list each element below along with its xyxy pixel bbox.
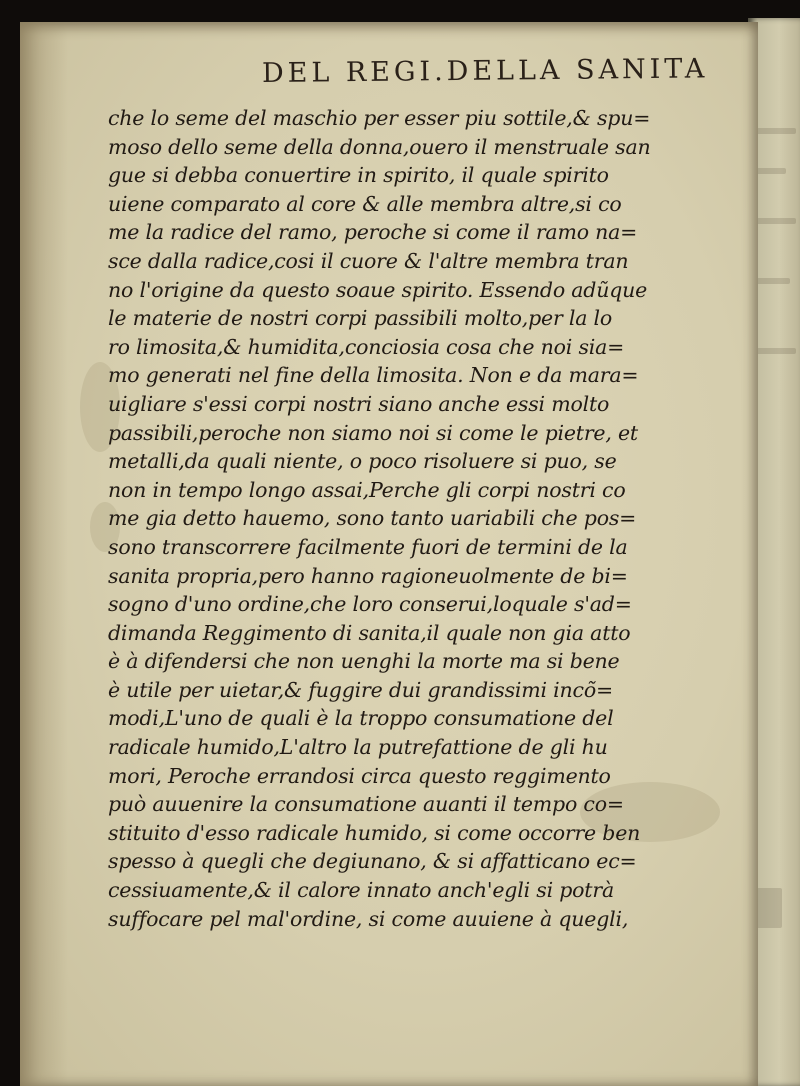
text-line: gue si debba conuertire in spirito, il quale spirito — [108, 163, 609, 188]
text-line: radicale humido,L'altro la putrefattione de gli hu — [108, 735, 608, 760]
bleed-through-mark — [756, 278, 790, 284]
text-line: non in tempo longo assai,Perche gli corpi nostri co — [108, 477, 626, 502]
text-line: spesso à quegli che degiunano, & si affatticano ec= — [108, 849, 637, 874]
text-line: è à difendersi che non uenghi la morte ma si bene — [108, 649, 620, 674]
text-line: che lo seme del maschio per esser piu sottile,& spu= — [108, 106, 651, 130]
text-line: me gia detto hauemo, sono tanto uariabili che pos= — [108, 506, 637, 531]
text-line: sce dalla radice,cosi il cuore & l'altre membra tran — [108, 248, 629, 273]
text-line: me la radice del ramo, peroche si come il ramo na= — [108, 220, 638, 245]
bleed-through-mark — [756, 168, 786, 174]
text-line: dimanda Reggimento di sanita,il quale non gia atto — [108, 620, 631, 645]
text-line: no l'origine da questo soaue spirito. Essendo adũque — [108, 277, 648, 302]
text-line: ro limosita,& humidita,conciosia cosa che noi sia= — [108, 334, 625, 359]
text-line: le materie de nostri corpi passibili molto,per la lo — [108, 306, 613, 331]
text-body — [108, 104, 748, 933]
text-line: metalli,da quali niente, o poco risoluere si puo, se — [108, 449, 617, 474]
text-line: uigliare s'essi corpi nostri siano anche essi molto — [108, 391, 610, 416]
page-gutter-shadow — [20, 22, 68, 1086]
text-line: mo generati nel fine della limosita. Non e da mara= — [108, 363, 639, 388]
bleed-through-mark — [756, 128, 796, 134]
text-line: sono transcorrere facilmente fuori de termini de la — [108, 534, 628, 559]
text-line: è utile per uietar,& fuggire dui grandissimi incõ= — [108, 677, 613, 702]
text-line: suffocare pel mal'ordine, si come auuiene à quegli, — [108, 906, 629, 931]
text-line: mori, Peroche errandosi circa questo reggimento — [108, 763, 611, 788]
running-head: DEL REGI.DELLA SANITA — [261, 53, 709, 89]
text-line: moso dello seme della donna,ouero il menstruale san — [108, 134, 651, 159]
text-line: uiene comparato al core & alle membra altre,si co — [108, 191, 622, 216]
text-line: cessiuamente,& il calore innato anch'egli si potrà — [108, 878, 614, 903]
text-line: stituito d'esso radicale humido, si come occorre ben — [108, 820, 641, 845]
text-line: può auuenire la consumatione auanti il tempo co= — [108, 792, 624, 817]
bleed-through-mark — [756, 218, 796, 224]
bleed-through-mark — [756, 888, 782, 928]
text-line: modi,L'uno de quali è la troppo consumatione del — [108, 706, 614, 731]
text-line: sogno d'uno ordine,che loro conserui,loquale s'ad= — [108, 592, 632, 617]
text-line: sanita propria,pero hanno ragioneuolmente de bi= — [108, 563, 628, 588]
bleed-through-mark — [756, 348, 796, 354]
text-line: passibili,peroche non siamo noi si come le pietre, et — [108, 420, 638, 445]
